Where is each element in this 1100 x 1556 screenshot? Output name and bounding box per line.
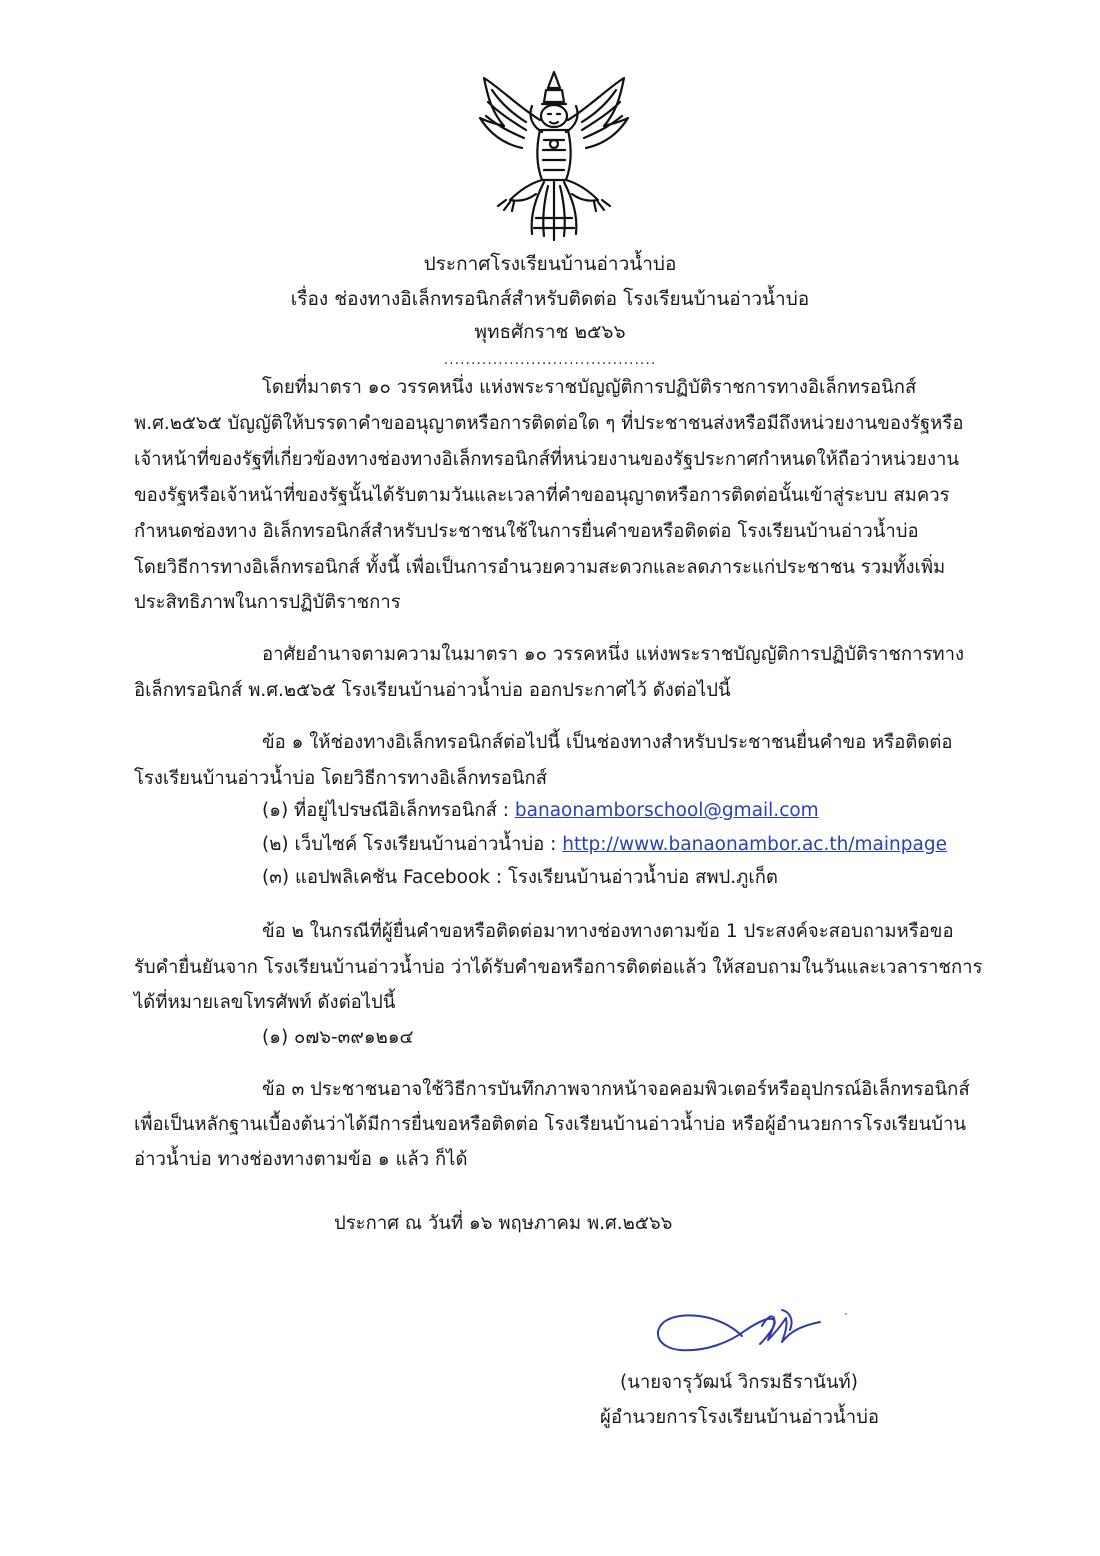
clause1-line: ข้อ ๑ ให้ช่องทางอิเล็กทรอนิกส์ต่อไปนี้ เป็นช่องทางสำหรับประชาชนยื่นคำขอ หรือติดต่อ	[262, 732, 953, 753]
email-channel	[262, 797, 819, 825]
facebook-channel: (๓) แอปพลิเคชัน Facebook : โรงเรียนบ้านอ่าวน้ำบ่อ สพป.ภูเก็ต	[262, 867, 778, 888]
clause2-line: ข้อ ๒ ในกรณีที่ผู้ยื่นคำขอหรือติดต่อมาทางช่องทางตามข้อ 1 ประสงค์จะสอบถามหรือขอ	[262, 921, 954, 942]
para1-line: กำหนดช่องทาง อิเล็กทรอนิกส์สำหรับประชาชนใช้ในการยื่นคำขอหรือติดต่อ โรงเรียนบ้านอ่าวน้ำบ่อ	[134, 521, 919, 542]
para2-line: อิเล็กทรอนิกส์ พ.ศ.๒๕๖๕ โรงเรียนบ้านอ่าวน้ำบ่อ ออกประกาศไว้ ดังต่อไปนี้	[134, 680, 731, 701]
clause3-line: ข้อ ๓ ประชาชนอาจใช้วิธีการบันทึกภาพจากหน้าจอคอมพิวเตอร์หรืออุปกรณ์อิเล็กทรอนิกส์	[262, 1079, 970, 1100]
garuda-emblem-icon	[470, 68, 638, 244]
para1-line: พ.ศ.๒๕๖๕ บัญญัติให้บรรดาคำขออนุญาตหรือการติดต่อใด ๆ ที่ประชาชนส่งหรือมีถึงหน่วยงานของรัฐหรือ	[134, 413, 964, 434]
para1-line: เจ้าหน้าที่ของรัฐที่เกี่ยวข้องทางช่องทางอิเล็กทรอนิกส์ที่หน่วยงานของรัฐประกาศกำหนดให้ถือว่าหน่วยงาน	[134, 449, 960, 470]
announcement-year: พุทธศักราช ๒๕๖๖	[474, 321, 626, 343]
announcement-date: ประกาศ ณ วันที่ ๑๖ พฤษภาคม พ.ศ.๒๕๖๖	[334, 1213, 673, 1234]
signature-icon	[650, 1296, 860, 1376]
clause2-line: ได้ที่หมายเลขโทรศัพท์ ดังต่อไปนี้	[134, 992, 396, 1013]
divider-dots: .......................................	[443, 352, 657, 368]
email-label: (๑) ที่อยู่ไปรษณีอิเล็กทรอนิกส์ :	[262, 800, 515, 821]
website-link[interactable]: http://www.banaonambor.ac.th/mainpage	[562, 834, 947, 855]
para2-line: อาศัยอำนาจตามความในมาตรา ๑๐ วรรคหนึ่ง แห่งพระราชบัญญัติการปฏิบัติราชการทาง	[262, 644, 965, 665]
email-link[interactable]: banaonamborschool@gmail.com	[514, 800, 819, 821]
para1-line: โดยวิธีการทางอิเล็กทรอนิกส์ ทั้งนี้ เพื่อเป็นการอำนวยความสะดวกและลดภาระแก่ประชาชน รวมทั้งเพิ่ม	[134, 557, 946, 578]
para1-line: ประสิทธิภาพในการปฏิบัติราชการ	[134, 592, 401, 613]
clause2-line: รับคำยื่นยันจาก โรงเรียนบ้านอ่าวน้ำบ่อ ว่าได้รับคำขอหรือการติดต่อแล้ว ให้สอบถามในวันและเวลาราชการ	[134, 957, 983, 978]
clause1-line: โรงเรียนบ้านอ่าวน้ำบ่อ โดยวิธีการทางอิเล็กทรอนิกส์	[134, 768, 548, 789]
clause3-line: อ่าวน้ำบ่อ ทางช่องทางตามข้อ ๑ แล้ว ก็ได้	[134, 1149, 468, 1170]
website-channel	[262, 831, 947, 859]
website-label: (๒) เว็บไซค์ โรงเรียนบ้านอ่าวน้ำบ่อ :	[262, 834, 563, 855]
announcement-subject: เรื่อง ช่องทางอิเล็กทรอนิกส์สำหรับติดต่อ โรงเรียนบ้านอ่าวน้ำบ่อ	[290, 288, 810, 310]
signer-name: (นายจารุวัฒน์ วิกรมธีรานันท์)	[620, 1372, 858, 1393]
clause3-line: เพื่อเป็นหลักฐานเบื้องต้นว่าได้มีการยื่นขอหรือติดต่อ โรงเรียนบ้านอ่าวน้ำบ่อ หรือผู้อำนวยการโรงเรียนบ้าน	[134, 1114, 967, 1135]
para1-line: ของรัฐหรือเจ้าหน้าที่ของรัฐนั้นได้รับตามวันและเวลาที่คำขออนุญาตหรือการติดต่อนั้นเข้าสู่ระบบ สมควร	[134, 485, 950, 506]
phone-number: (๑) ๐๗๖-๓๙๑๒๑๔	[262, 1027, 414, 1048]
para1-line: โดยที่มาตรา ๑๐ วรรคหนึ่ง แห่งพระราชบัญญัติการปฏิบัติราชการทางอิเล็กทรอนิกส์	[262, 377, 917, 398]
signer-position: ผู้อำนวยการโรงเรียนบ้านอ่าวน้ำบ่อ	[600, 1407, 879, 1428]
announcement-title: ประกาศโรงเรียนบ้านอ่าวน้ำบ่อ	[423, 253, 677, 275]
